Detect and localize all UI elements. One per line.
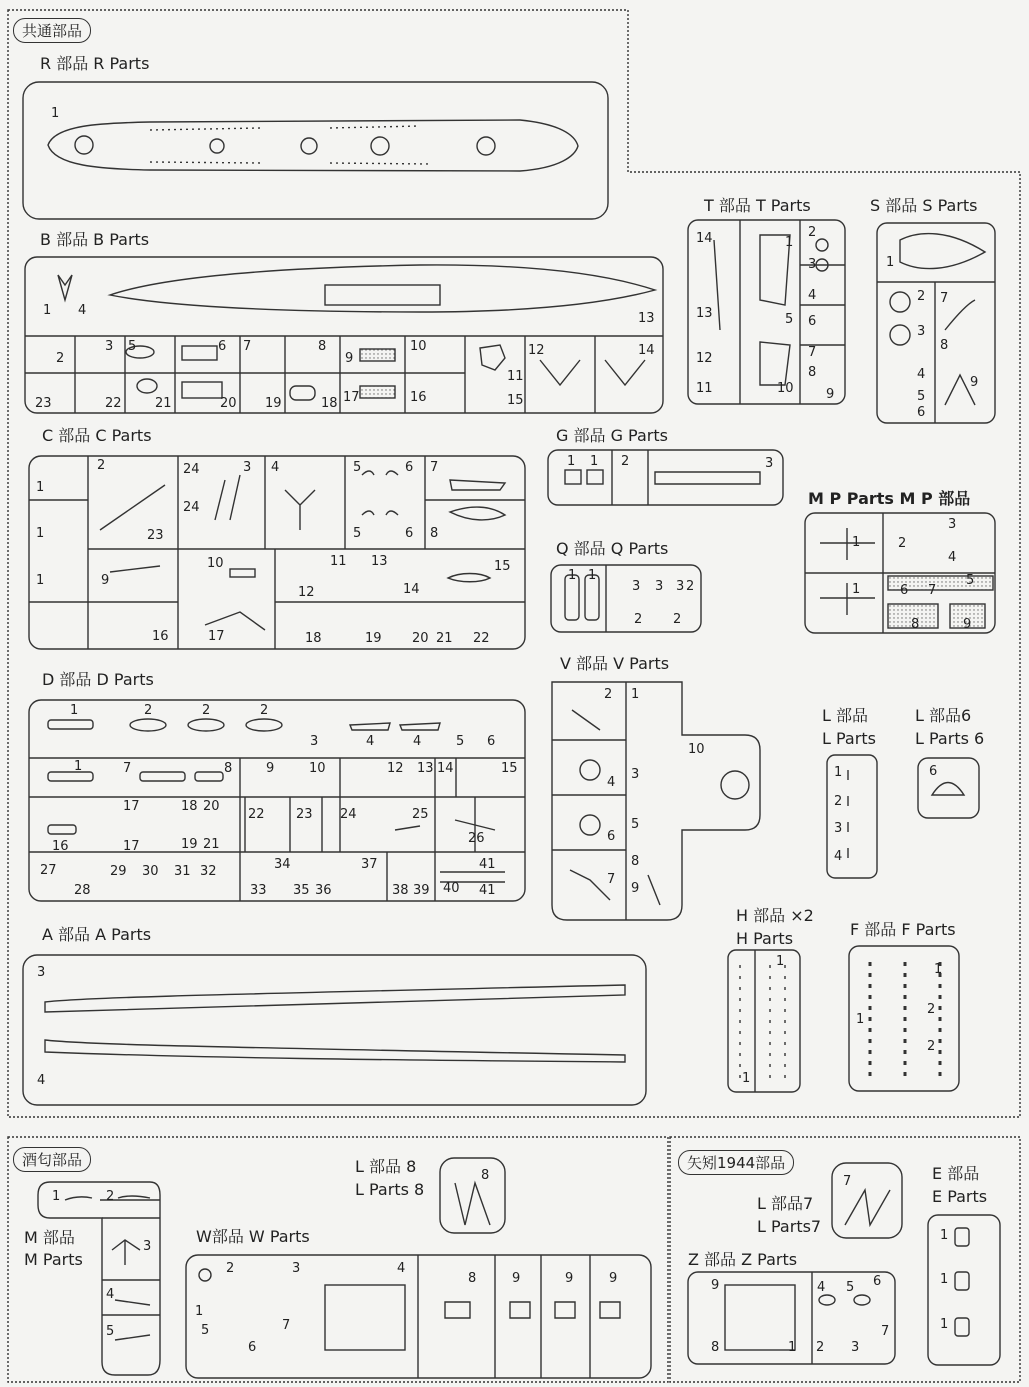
part-number: 2 (144, 703, 153, 718)
l8-parts-label-jp: L 部品 8 (355, 1157, 417, 1176)
s-sprue (877, 223, 995, 423)
part-number: 10 (777, 381, 794, 396)
part-number: 1 (940, 1317, 949, 1332)
part-number: 8 (318, 339, 327, 354)
sake-parts-tag: 酒匂部品 (13, 1147, 91, 1172)
part-number: 11 (330, 554, 347, 569)
part-number: 8 (711, 1340, 720, 1355)
part-number: 2 (226, 1261, 235, 1276)
part-number: 8 (481, 1168, 490, 1183)
part-number: 8 (468, 1271, 477, 1286)
part-number: 23 (147, 528, 164, 543)
part-number: 1 (70, 703, 79, 718)
part-number: 1 (195, 1304, 204, 1319)
l-parts-label-jp: L 部品 (822, 706, 869, 725)
part-number: 8 (631, 854, 640, 869)
l-parts-label-en: L Parts (822, 729, 876, 748)
part-number: 2 (927, 1039, 936, 1054)
part-number: 1 (590, 454, 599, 469)
part-number: 4 (607, 775, 616, 790)
part-number: 4 (397, 1261, 406, 1276)
h-parts-label-jp: H 部品 ×2 (736, 906, 814, 925)
part-number: 5 (353, 460, 362, 475)
part-number: 1 (631, 687, 640, 702)
c-parts-label: C 部品 C Parts (42, 426, 152, 445)
part-number: 2 (673, 612, 682, 627)
part-number: 16 (152, 629, 169, 644)
part-number: 19 (265, 396, 282, 411)
part-number: 2 (604, 687, 613, 702)
part-number: 1 (776, 954, 785, 969)
part-number: 31 (174, 864, 191, 879)
l7-parts-label-en: L Parts7 (757, 1217, 822, 1236)
part-number: 1 (852, 535, 861, 550)
part-number: 4 (834, 849, 843, 864)
m-sprue (38, 1182, 160, 1375)
part-number: 27 (40, 863, 57, 878)
part-number: 16 (410, 390, 427, 405)
part-number: 1 (886, 255, 895, 270)
part-number: 2 (808, 225, 817, 240)
part-number: 3 (310, 734, 319, 749)
part-number: 2 (898, 536, 907, 551)
part-number: 6 (248, 1340, 257, 1355)
part-number: 1 (788, 1340, 797, 1355)
w-parts-label: W部品 W Parts (196, 1227, 310, 1246)
part-number: 14 (638, 343, 655, 358)
part-number: 12 (696, 351, 713, 366)
part-number: 9 (266, 761, 275, 776)
part-number: 6 (487, 734, 496, 749)
part-number: 21 (203, 837, 220, 852)
part-number: 1 (856, 1012, 865, 1027)
part-number: 7 (808, 345, 817, 360)
part-number: 4 (817, 1280, 826, 1295)
part-number: 2 (56, 351, 65, 366)
part-number: 6 (405, 460, 414, 475)
part-number: 3 (676, 579, 685, 594)
part-number: 6 (873, 1274, 882, 1289)
part-number: 9 (826, 387, 835, 402)
part-number: 24 (183, 500, 200, 515)
part-number: 5 (353, 526, 362, 541)
part-number: 1 (934, 962, 943, 977)
part-number: 6 (929, 764, 938, 779)
part-number: 6 (917, 405, 926, 420)
part-number: 19 (365, 631, 382, 646)
t-parts-label: T 部品 T Parts (704, 196, 811, 215)
part-number: 3 (917, 324, 926, 339)
part-number: 10 (410, 339, 427, 354)
part-number: 7 (928, 583, 937, 598)
part-number: 33 (250, 883, 267, 898)
z-parts-label: Z 部品 Z Parts (688, 1250, 798, 1269)
part-number: 11 (696, 381, 713, 396)
part-number: 9 (609, 1271, 618, 1286)
part-number: 24 (340, 807, 357, 822)
part-number: 8 (224, 761, 233, 776)
part-number: 7 (607, 872, 616, 887)
common-group-outline (8, 10, 1020, 1117)
part-number: 26 (468, 831, 485, 846)
part-number: 13 (696, 306, 713, 321)
part-number: 1 (36, 480, 45, 495)
part-number: 3 (143, 1239, 152, 1254)
part-number: 20 (203, 799, 220, 814)
part-number: 4 (808, 288, 817, 303)
f-sprue (849, 946, 959, 1091)
part-number: 5 (128, 339, 137, 354)
a-sprue (23, 955, 646, 1105)
part-number: 3 (243, 460, 252, 475)
part-number: 3 (292, 1261, 301, 1276)
part-number: 1 (852, 582, 861, 597)
part-number: 9 (631, 881, 640, 896)
part-number: 10 (309, 761, 326, 776)
part-number: 40 (443, 881, 460, 896)
part-number: 23 (35, 396, 52, 411)
part-number: 5 (631, 817, 640, 832)
e-sprue (928, 1215, 1000, 1365)
part-number: 25 (412, 807, 429, 822)
sake-group-outline (8, 1137, 668, 1382)
part-number: 5 (846, 1280, 855, 1295)
part-number: 13 (638, 311, 655, 326)
part-number: 15 (507, 393, 524, 408)
part-number: 28 (74, 883, 91, 898)
part-number: 3 (808, 257, 817, 272)
l8-part (455, 1183, 490, 1225)
part-number: 9 (101, 573, 110, 588)
part-number: 2 (97, 458, 106, 473)
part-number: 14 (403, 582, 420, 597)
part-number: 4 (106, 1287, 115, 1302)
part-number: 13 (417, 761, 434, 776)
part-number: 3 (851, 1340, 860, 1355)
part-number: 2 (260, 703, 269, 718)
part-number: 11 (507, 369, 524, 384)
part-number: 37 (361, 857, 378, 872)
part-number: 29 (110, 864, 127, 879)
part-number: 20 (412, 631, 429, 646)
h-parts-label-en: H Parts (736, 929, 794, 948)
common-parts-tag: 共通部品 (13, 18, 91, 43)
part-number: 17 (343, 390, 360, 405)
part-number: 5 (785, 312, 794, 327)
d-parts-label: D 部品 D Parts (42, 670, 154, 689)
part-number: 9 (512, 1271, 521, 1286)
part-number: 13 (371, 554, 388, 569)
part-number: 2 (917, 289, 926, 304)
part-number: 6 (900, 583, 909, 598)
part-number: 1 (36, 526, 45, 541)
part-number: 1 (74, 759, 83, 774)
part-number: 8 (911, 617, 920, 632)
part-number: 15 (494, 559, 511, 574)
part-number: 21 (155, 396, 172, 411)
a-parts-label: A 部品 A Parts (42, 925, 152, 944)
e-parts-label-jp: E 部品 (932, 1164, 980, 1183)
part-number: 4 (948, 550, 957, 565)
mp-parts-label: M P Parts M P 部品 (808, 489, 971, 508)
part-number: 5 (917, 389, 926, 404)
part-number: 19 (181, 837, 198, 852)
part-number: 8 (430, 526, 439, 541)
part-number: 22 (248, 807, 265, 822)
part-number: 2 (686, 579, 695, 594)
part-number: 32 (200, 864, 217, 879)
part-number: 7 (123, 761, 132, 776)
f-parts-label: F 部品 F Parts (850, 920, 956, 939)
part-number: 16 (52, 839, 69, 854)
part-number: 1 (834, 765, 843, 780)
part-number: 7 (940, 291, 949, 306)
w-sprue (186, 1255, 651, 1378)
part-number: 3 (948, 517, 957, 532)
v-parts-label: V 部品 V Parts (560, 654, 670, 673)
part-number: 1 (36, 573, 45, 588)
part-number: 21 (436, 631, 453, 646)
part-number: 10 (688, 742, 705, 757)
part-number: 9 (963, 617, 972, 632)
part-number: 41 (479, 857, 496, 872)
part-number: 15 (501, 761, 518, 776)
part-number: 2 (202, 703, 211, 718)
part-number: 2 (816, 1340, 825, 1355)
l6-parts-label-jp: L 部品6 (915, 706, 972, 725)
part-number: 3 (105, 339, 114, 354)
part-number: 18 (321, 396, 338, 411)
part-number: 9 (711, 1278, 720, 1293)
part-number: 5 (201, 1323, 210, 1338)
part-number: 6 (218, 339, 227, 354)
part-number: 7 (243, 339, 252, 354)
e-parts-label-en: E Parts (932, 1187, 988, 1206)
part-number: 3 (632, 579, 641, 594)
part-number: 18 (181, 799, 198, 814)
part-number: 22 (473, 631, 490, 646)
m-parts-label-jp: M 部品 (24, 1228, 75, 1247)
part-number: 4 (37, 1073, 46, 1088)
part-number: 1 (568, 568, 577, 583)
r-parts-label: R 部品 R Parts (40, 54, 150, 73)
l6-part (932, 783, 964, 796)
g-sprue (548, 450, 783, 505)
part-number: 5 (106, 1324, 115, 1339)
part-number: 3 (37, 965, 46, 980)
part-number: 8 (808, 365, 817, 380)
part-number: 7 (881, 1324, 890, 1339)
part-number: 3 (631, 767, 640, 782)
l7-part (845, 1190, 890, 1225)
part-number: 6 (405, 526, 414, 541)
part-number: 2 (927, 1002, 936, 1017)
part-number: 2 (621, 454, 630, 469)
part-number: 14 (437, 761, 454, 776)
part-number: 6 (808, 314, 817, 329)
part-number: 36 (315, 883, 332, 898)
part-number: 23 (296, 807, 313, 822)
part-number: 1 (742, 1071, 751, 1086)
h-sprue (728, 950, 800, 1092)
part-number: 4 (78, 303, 87, 318)
l7-parts-label-jp: L 部品7 (757, 1194, 814, 1213)
part-number: 2 (834, 794, 843, 809)
part-number: 4 (917, 367, 926, 382)
part-number: 24 (183, 462, 200, 477)
part-number: 22 (105, 396, 122, 411)
part-number: 1 (785, 235, 794, 250)
part-number: 41 (479, 883, 496, 898)
part-number: 7 (430, 460, 439, 475)
part-number: 4 (271, 460, 280, 475)
part-number: 12 (298, 585, 315, 600)
part-number: 30 (142, 864, 159, 879)
part-number: 1 (52, 1189, 61, 1204)
part-number: 18 (305, 631, 322, 646)
m-parts-label-en: M Parts (24, 1250, 83, 1269)
b-parts-label: B 部品 B Parts (40, 230, 150, 249)
part-number: 3 (655, 579, 664, 594)
part-number: 9 (345, 351, 354, 366)
part-number: 35 (293, 883, 310, 898)
part-number: 3 (765, 456, 774, 471)
part-number: 2 (634, 612, 643, 627)
part-number: 1 (51, 106, 60, 121)
q-parts-label: Q 部品 Q Parts (556, 539, 669, 558)
part-number: 1 (43, 303, 52, 318)
part-number: 12 (528, 343, 545, 358)
s-parts-label: S 部品 S Parts (870, 196, 978, 215)
part-number: 17 (123, 839, 140, 854)
part-number: 34 (274, 857, 291, 872)
part-number: 3 (834, 821, 843, 836)
r-sprue (23, 82, 608, 219)
l6-parts-label-en: L Parts 6 (915, 729, 985, 748)
part-number: 39 (413, 883, 430, 898)
yahagi-parts-tag: 矢矧1944部品 (678, 1150, 794, 1175)
part-number: 20 (220, 396, 237, 411)
c-sprue (29, 456, 525, 649)
part-number: 17 (123, 799, 140, 814)
part-number: 1 (567, 454, 576, 469)
part-number: 12 (387, 761, 404, 776)
part-number: 1 (588, 568, 597, 583)
g-parts-label: G 部品 G Parts (556, 426, 668, 445)
part-number: 9 (970, 375, 979, 390)
l6-sprue (918, 758, 979, 818)
part-number: 17 (208, 629, 225, 644)
v-sprue (552, 682, 760, 920)
part-number: 10 (207, 556, 224, 571)
part-number: 7 (843, 1174, 852, 1189)
part-number: 4 (366, 734, 375, 749)
part-number: 4 (413, 734, 422, 749)
part-number: 8 (940, 338, 949, 353)
part-number: 7 (282, 1318, 291, 1333)
l8-parts-label-en: L Parts 8 (355, 1180, 425, 1199)
part-number: 6 (607, 829, 616, 844)
part-number: 9 (565, 1271, 574, 1286)
part-number: 5 (966, 573, 975, 588)
part-number: 2 (106, 1189, 115, 1204)
part-number: 1 (940, 1228, 949, 1243)
part-number: 1 (940, 1272, 949, 1287)
part-number: 14 (696, 231, 713, 246)
part-number: 38 (392, 883, 409, 898)
part-number: 5 (456, 734, 465, 749)
